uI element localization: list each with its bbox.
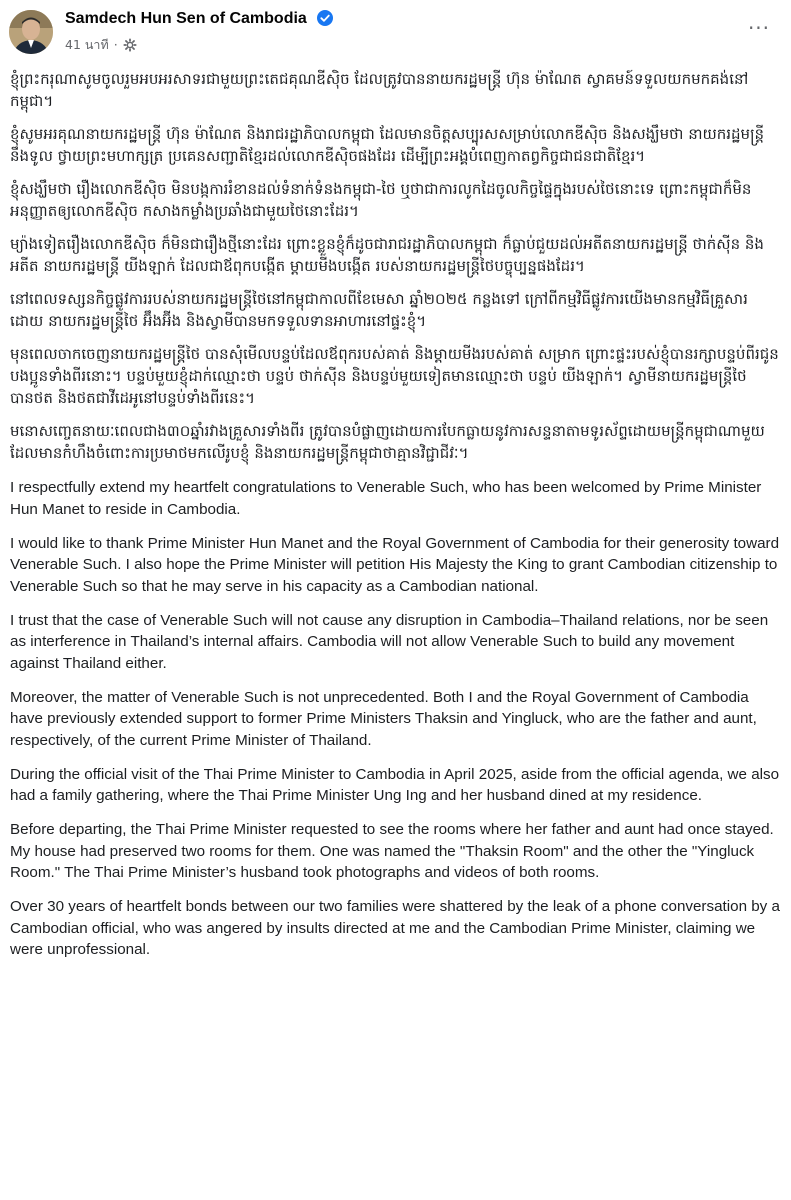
english-paragraph: I would like to thank Prime Minister Hun Manet and the Royal Government of Cambodia for their generosity toward Venerable Such. I also hope the Prime Minister will petition His Majesty the King to grant Cambodian citizenship to Venerable Such so that he may serve in his capacity as a Cambodian national.	[10, 534, 780, 595]
khmer-paragraph: ខ្ញុំសូមអរគុណនាយករដ្ឋមន្ត្រី ហ៊ុន ម៉ាណែត និងរាជរដ្ឋាភិបាលកម្ពុជា ដែលមានចិត្តសប្បុរសសម្រាប់លោកឌីស៊ិច និងសង្ឃឹមថា នាយករដ្ឋមន្ត្រី នឹងទូល ថ្វាយព្រះមហាក្សត្រ ប្រគេនសញ្ជាតិខ្មែរដល់លោកឌីស៊ិចផងដែរ ដើម្បីព្រះអង្គបំពេញកាតព្វកិច្ចជាជនជាតិខ្មែរ។	[10, 125, 765, 165]
audience-settings-icon[interactable]	[123, 38, 137, 52]
post-meta	[65, 35, 137, 55]
english-paragraph: Moreover, the matter of Venerable Such is not unprecedented. Both I and the Royal Government of Cambodia have previously extended support to former Prime Ministers Thaksin and Yingluck, who are the father and aunt, respectively, of the current Prime Minister of Thailand.	[10, 688, 757, 749]
khmer-paragraph: ម្យ៉ាងទៀតរឿងលោកឌីស៊ិច ក៏មិនជារឿងថ្មីនោះដែរ ព្រោះខ្លួនខ្ញុំក៏ដូចជារាជរដ្ឋាភិបាលកម្ពុជា ក៏ធ្លាប់ជួយដល់អតីតនាយករដ្ឋមន្ត្រី ថាក់ស៊ីន និងអតីត នាយករដ្ឋមន្ត្រី យីងឡាក់ ដែលជាឪពុកបង្កើត ម្ដាយមីងបង្កើត របស់នាយករដ្ឋមន្ត្រីថៃបច្ចុប្បន្នផងដែរ។	[10, 235, 764, 275]
author-name[interactable]	[65, 10, 333, 28]
post-body	[10, 68, 780, 973]
english-paragraph: I respectfully extend my heartfelt congratulations to Venerable Such, who has been welcomed by Prime Minister Hun Manet to reside in Cambodia.	[10, 479, 762, 518]
verified-badge-icon	[317, 10, 333, 26]
english-paragraph: Before departing, the Thai Prime Minister requested to see the rooms where her father and aunt had once stayed. My house had preserved two rooms for them. One was named the "Thaksin Room" and the other the "Yingluck Room." The Thai Prime Minister’s husband took photographs and videos of both rooms.	[10, 821, 774, 881]
english-paragraph: During the official visit of the Thai Prime Minister to Cambodia in April 2025, aside from the official agenda, we also had a family gathering, where the Thai Prime Minister Ung Ing and her husband dined at my residence.	[10, 765, 780, 804]
meta-separator: ·	[113, 37, 118, 52]
post-timestamp[interactable]: 41 นาที	[65, 37, 109, 52]
avatar-photo	[9, 10, 53, 54]
khmer-paragraph: ខ្ញុំព្រះករុណាសូមចូលរួមអបអរសាទរជាមួយព្រះតេជគុណឌីស៊ិច ដែលត្រូវបាននាយករដ្ឋមន្ត្រី ហ៊ុន ម៉ាណែត ស្វាគមន៍ទទួលយកមកគង់នៅកម្ពុជា។	[10, 70, 749, 110]
english-paragraph: I trust that the case of Venerable Such will not cause any disruption in Cambodia–Thailand relations, nor be seen as interference in Thailand’s internal affairs. Cambodia will not allow Venerable Such to build any movement against Thailand either.	[10, 611, 769, 672]
avatar[interactable]	[9, 10, 53, 54]
more-options-button[interactable]: ···	[747, 16, 771, 40]
khmer-paragraph: ខ្ញុំសង្ឃឹមថា រឿងលោកឌីស៊ិច មិនបង្កការរំខានដល់ទំនាក់ទំនងកម្ពុជា-ថៃ ឬថាជាការលូកដៃចូលកិច្ចផ្ទៃក្នុងរបស់ថៃនោះទេ ព្រោះកម្ពុជាក៏មិនអនុញ្ញាតឲ្យលោកឌីស៊ិច កសាងកម្លាំងប្រឆាំងជាមួយថៃនោះដែរ។	[10, 180, 752, 220]
khmer-paragraph: មនោសញ្ចេតនាយៈពេលជាង៣០ឆ្នាំរវាងគ្រួសារទាំងពីរ ត្រូវបានបំផ្លាញដោយការបែកធ្លាយនូវការសន្ទនាតាមទូរស័ព្ទដោយមន្ត្រីកម្ពុជាណាមួយ ដែលមានកំហឹងចំពោះការប្រមាថមកលើរូបខ្ញុំ និងនាយករដ្ឋមន្ត្រីកម្ពុជាថាគ្មានវិជ្ជាជីវៈ។	[10, 422, 765, 462]
author-name-text[interactable]: Samdech Hun Sen of Cambodia	[65, 10, 307, 27]
english-paragraph: Over 30 years of heartfelt bonds between our two families were shattered by the leak of a phone conversation by a Cambodian official, who was angered by insults directed at me and the Cambodian Prime Minister, claiming we were unprofessional.	[10, 898, 780, 958]
post-header	[0, 0, 791, 60]
khmer-paragraph: មុនពេលចាកចេញនាយករដ្ឋមន្ត្រីថៃ បានសុំមើលបន្ទប់ដែលឪពុករបស់គាត់ និងម្ដាយមីងរបស់គាត់ សម្រាក ព្រោះផ្ទះរបស់ខ្ញុំបានរក្សាបន្ទប់ពីរជូន បងប្អូនទាំងពីរនោះ។ បន្ទប់មួយខ្ញុំដាក់ឈ្មោះថា បន្ទប់ ថាក់ស៊ីន និងបន្ទប់មួយទៀតមានឈ្មោះថា បន្ទប់ យីងឡាក់។ ស្វាមីនាយករដ្ឋមន្ត្រីថៃ បានថត និងថតជាវីដេអូនៅបន្ទប់ទាំងពីរនេះ។	[10, 345, 779, 407]
khmer-paragraph: នៅពេលទស្សនកិច្ចផ្លូវការរបស់នាយករដ្ឋមន្ត្រីថៃនៅកម្ពុជាកាលពីខែមេសា ឆ្នាំ២០២៥ កន្លងទៅ ក្រៅពីកម្មវិធីផ្លូវការយើងមានកម្មវិធីគ្រួសារដោយ នាយករដ្ឋមន្ត្រីថៃ អ៊ឹងអ៊ីង និងស្វាមីបានមកទទួលទានអាហារនៅផ្ទះខ្ញុំ។	[10, 290, 748, 330]
